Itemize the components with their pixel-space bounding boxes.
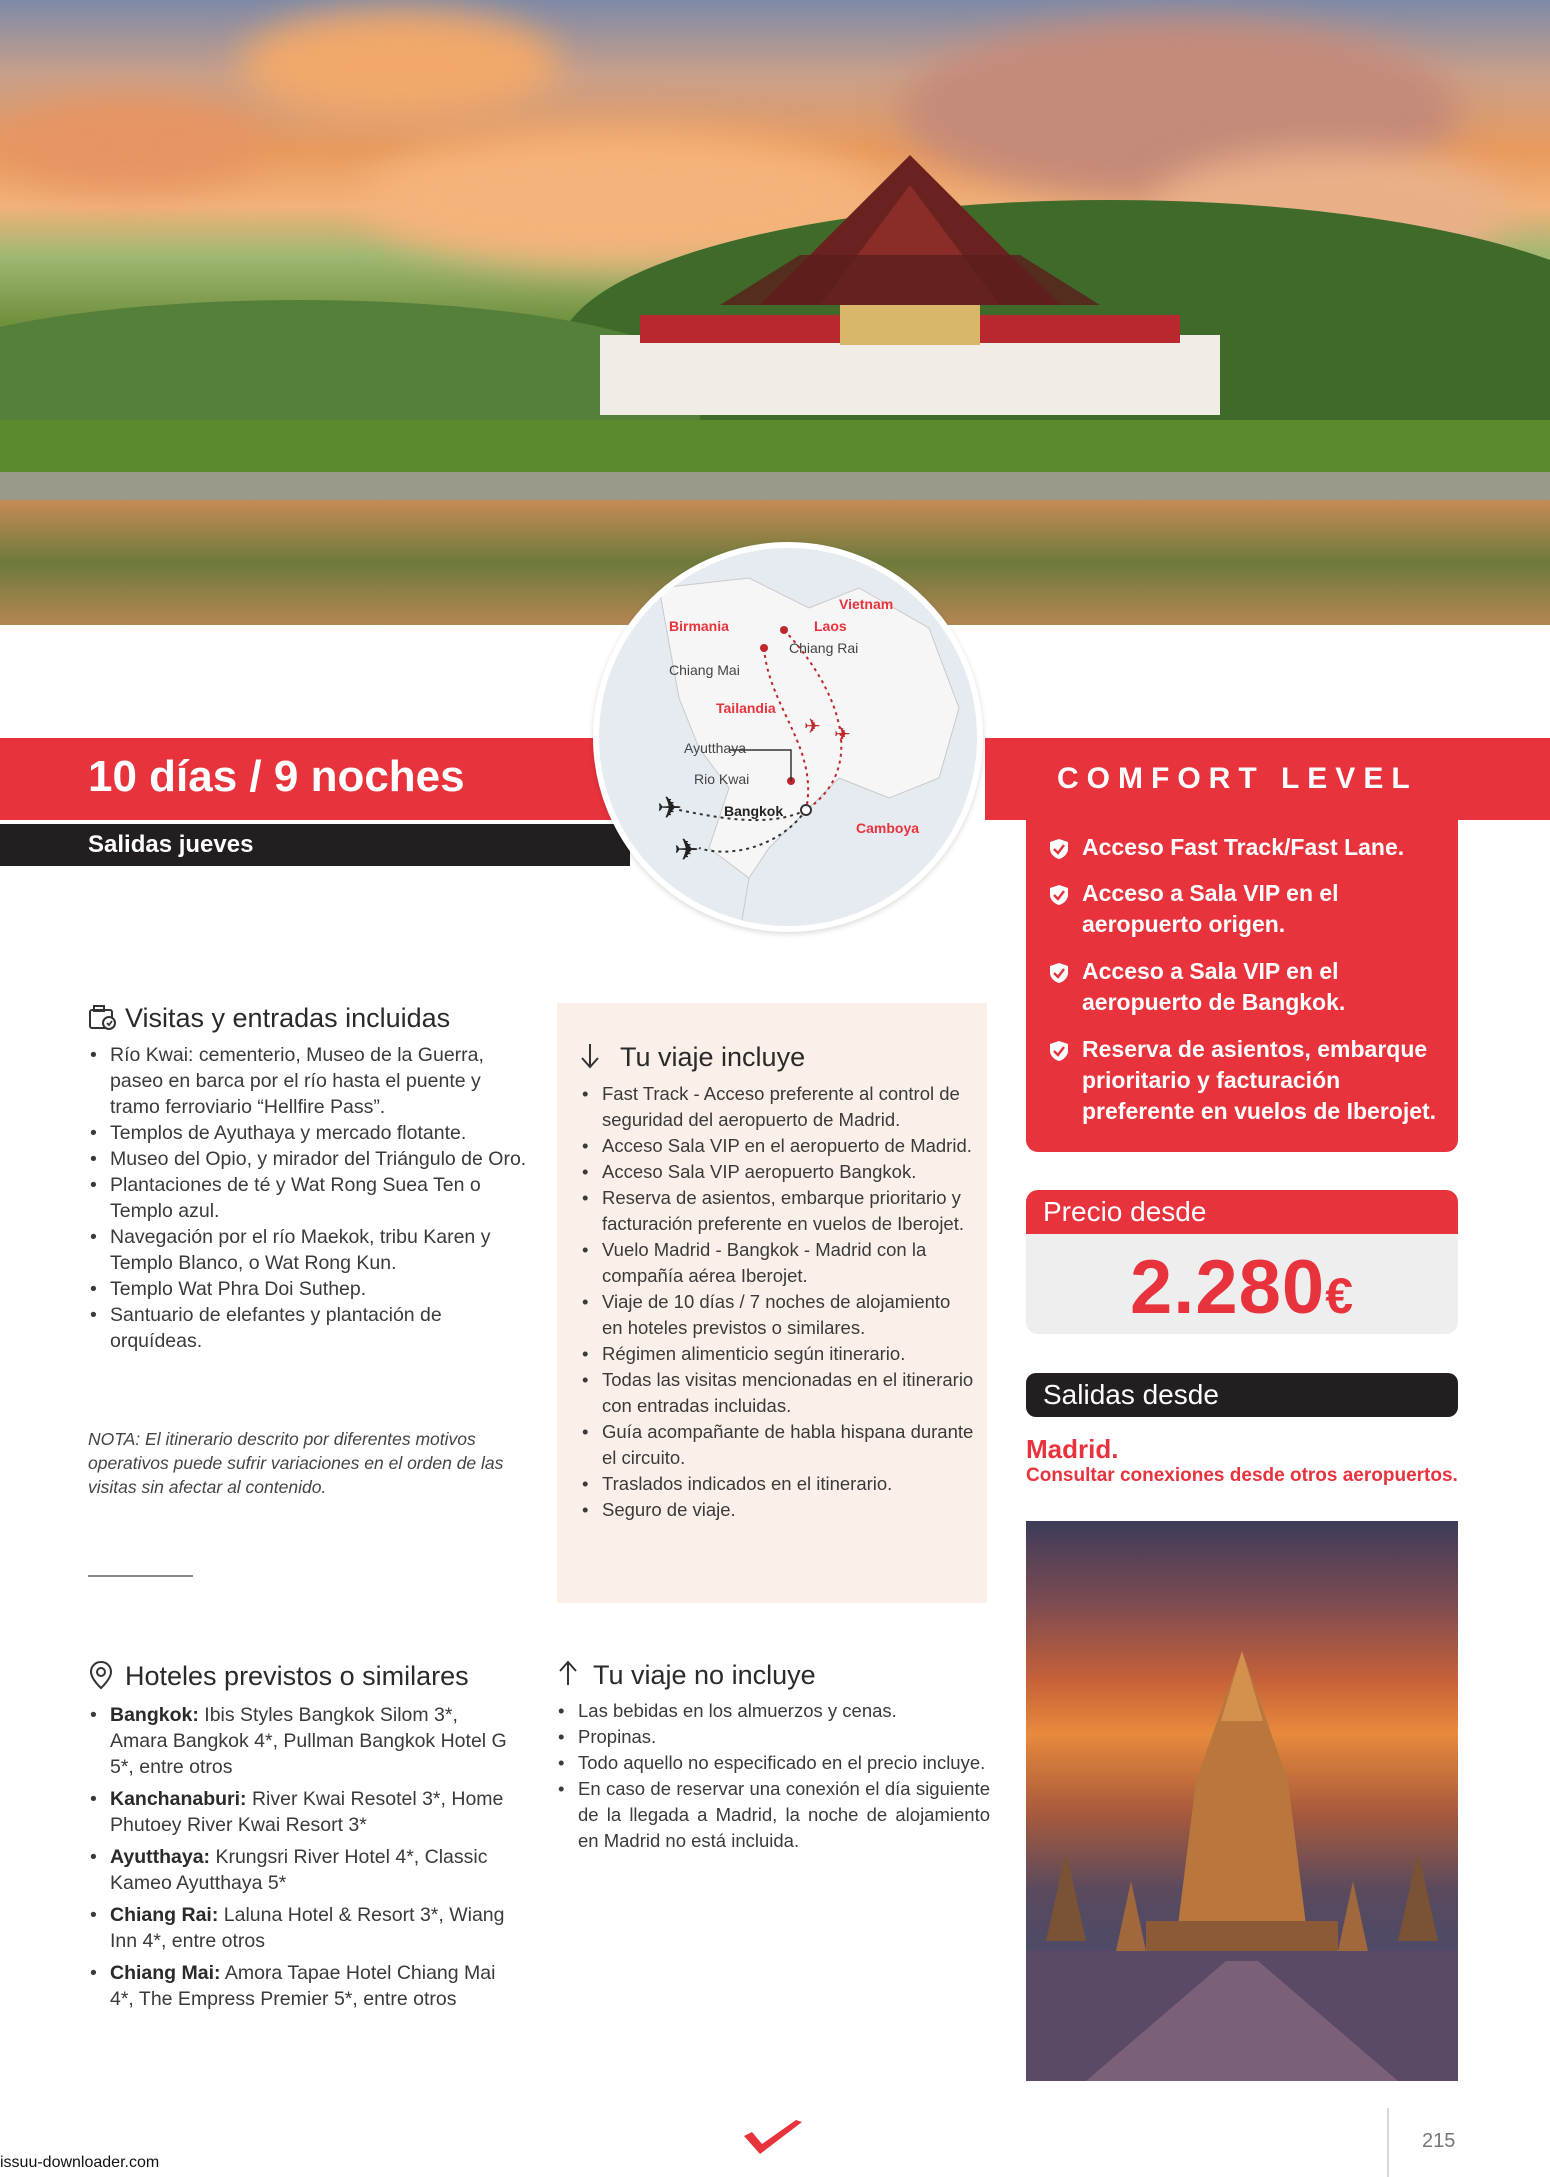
list-item: • Vuelo Madrid - Bangkok - Madrid con la compañía aérea Iberojet. [580, 1237, 975, 1289]
map-country-label: Vietnam [839, 596, 894, 612]
brand-logo [740, 2118, 806, 2158]
map-city-label: Ayutthaya [684, 740, 747, 756]
departures-header [1026, 1373, 1458, 1417]
hotel-city: Kanchanaburi: [110, 1788, 247, 1810]
departures-day: Salidas jueves [88, 831, 254, 858]
shield-check-icon [1048, 838, 1070, 860]
list-item: • Acceso Sala VIP aeropuerto Bangkok. [580, 1159, 975, 1185]
list-item [88, 1786, 518, 1838]
hotel-city: Ayutthaya: [110, 1846, 211, 1868]
list-item [88, 1702, 518, 1780]
itinerary-note: NOTA: El itinerario descrito por diferentes motivos operativos puede sufrir variaciones en el orden de las visitas sin afectar al contenido. [88, 1429, 504, 1497]
list-item: • Todo aquello no especificado en el precio incluye. [556, 1750, 990, 1776]
list-item: • Todas las visitas mencionadas en el itinerario con entradas incluidas. [580, 1367, 975, 1419]
hotel-names: Amora Tapae Hotel Chiang Mai 4*, The Empress Premier 5*, entre otros [110, 1962, 496, 2010]
comfort-level-title: COMFORT LEVEL [1057, 762, 1418, 795]
list-item: • Santuario de elefantes y plantación de orquídeas. [88, 1302, 528, 1354]
comfort-item-text: Reserva de asientos, embarque prioritario y facturación preferente en vuelos de Iberojet. [1082, 1036, 1437, 1124]
page-number: 215 [1422, 2130, 1456, 2152]
price-header [1026, 1190, 1458, 1234]
trip-duration: 10 días / 9 noches [88, 752, 465, 801]
ayutthaya-temple-photo [1026, 1521, 1458, 2081]
excludes-title: Tu viaje no incluye [593, 1660, 816, 1690]
list-item: • Navegación por el río Maekok, tribu Karen y Templo Blanco, o Wat Rong Kun. [88, 1224, 528, 1276]
route-map [593, 542, 983, 932]
comfort-item [1048, 956, 1448, 1018]
list-item: • Propinas. [556, 1724, 990, 1750]
map-country-label: Camboya [856, 820, 920, 836]
visits-list [88, 1042, 528, 1354]
list-item: • Río Kwai: cementerio, Museo de la Guerra, paseo en barca por el río hasta el puente y tramo ferroviario “Hellfire Pass”. [88, 1042, 528, 1120]
list-item: • En caso de reservar una conexión el día siguiente de la llegada a Madrid, la noche de alojamiento en Madrid no está incluida. [556, 1776, 990, 1854]
list-item: • Guía acompañante de habla hispana durante el circuito. [580, 1419, 975, 1471]
hotels-list [88, 1702, 518, 2012]
svg-text:✈: ✈ [674, 833, 700, 868]
hero-photo-temple [0, 0, 1550, 625]
list-item: • Plantaciones de té y Wat Rong Suea Ten o Templo azul. [88, 1172, 528, 1224]
map-country-label: Tailandia [716, 700, 776, 716]
arrow-down-icon [578, 1042, 602, 1070]
list-item: • Templo Wat Phra Doi Suthep. [88, 1276, 528, 1302]
price-label: Precio desde [1043, 1196, 1207, 1227]
excludes-list [556, 1698, 990, 1854]
list-item: • Reserva de asientos, embarque prioritario y facturación preferente en vuelos de Iberojet. [580, 1185, 975, 1237]
svg-text:✈: ✈ [657, 791, 683, 826]
departure-city: Madrid. [1026, 1434, 1119, 1464]
comfort-item-text: Acceso a Sala VIP en el aeropuerto origen. [1082, 880, 1339, 937]
list-item: • Acceso Sala VIP en el aeropuerto de Madrid. [580, 1133, 975, 1159]
departures-label: Salidas desde [1043, 1379, 1219, 1410]
list-item [88, 1844, 518, 1896]
hotel-names: Krungsri River Hotel 4*, Classic Kameo Ayutthaya 5* [110, 1846, 488, 1894]
divider [88, 1575, 193, 1577]
comfort-item-text: Acceso Fast Track/Fast Lane. [1082, 834, 1405, 860]
list-item: • Traslados indicados en el itinerario. [580, 1471, 975, 1497]
ticket-camera-icon [88, 1004, 118, 1032]
map-city-label: Bangkok [724, 803, 784, 819]
list-item: • Templos de Ayuthaya y mercado flotante. [88, 1120, 528, 1146]
svg-text:✈: ✈ [804, 714, 821, 738]
price-amount: 2.280 [1130, 1245, 1326, 1330]
comfort-item [1048, 832, 1448, 863]
map-city-label: Chiang Rai [789, 640, 859, 656]
watermark: issuu-downloader.com [0, 2154, 160, 2171]
hotel-names: River Kwai Resotel 3*, Home Phutoey River Kwai Resort 3* [110, 1788, 504, 1836]
list-item: • Viaje de 10 días / 7 noches de alojamiento en hoteles previstos o similares. [580, 1289, 975, 1341]
comfort-item [1048, 878, 1448, 940]
svg-text:✈: ✈ [834, 722, 851, 746]
includes-title: Tu viaje incluye [620, 1042, 806, 1072]
list-item: • Las bebidas en los almuerzos y cenas. [556, 1698, 990, 1724]
hotels-title: Hoteles previstos o similares [125, 1661, 469, 1691]
visits-title: Visitas y entradas incluidas [125, 1003, 451, 1033]
list-item: • Fast Track - Acceso preferente al control de seguridad del aeropuerto de Madrid. [580, 1081, 975, 1133]
hotel-city: Chiang Mai: [110, 1962, 221, 1984]
shield-check-icon [1048, 962, 1070, 984]
comfort-item-text: Acceso a Sala VIP en el aeropuerto de Bangkok. [1082, 958, 1346, 1015]
shield-check-icon [1048, 1040, 1070, 1062]
arrow-up-icon [556, 1659, 580, 1687]
footer-divider [1387, 2108, 1389, 2177]
hotel-city: Bangkok: [110, 1704, 199, 1726]
list-item [88, 1960, 518, 2012]
hotel-names: Ibis Styles Bangkok Silom 3*, Amara Bangkok 4*, Pullman Bangkok Hotel G 5*, entre otros [110, 1704, 507, 1778]
list-item: • Museo del Opio, y mirador del Triángulo de Oro. [88, 1146, 528, 1172]
map-country-label: Birmania [669, 618, 729, 634]
map-city-label: Chiang Mai [669, 662, 740, 678]
hotel-names: Laluna Hotel & Resort 3*, Wiang Inn 4*, entre otros [110, 1904, 505, 1952]
location-pin-icon [88, 1660, 114, 1690]
hotel-city: Chiang Rai: [110, 1904, 219, 1926]
price-value [1026, 1244, 1458, 1331]
map-city-label: Rio Kwai [694, 771, 750, 787]
list-item: • Régimen alimenticio según itinerario. [580, 1341, 975, 1367]
map-country-label: Laos [814, 618, 847, 634]
price-box [1026, 1234, 1458, 1334]
comfort-item [1048, 1034, 1448, 1127]
departure-note: Consultar conexiones desde otros aeropuertos. [1026, 1465, 1458, 1486]
price-currency: € [1325, 1268, 1354, 1324]
list-item [88, 1902, 518, 1954]
shield-check-icon [1048, 884, 1070, 906]
includes-list [580, 1081, 975, 1523]
list-item: • Seguro de viaje. [580, 1497, 975, 1523]
